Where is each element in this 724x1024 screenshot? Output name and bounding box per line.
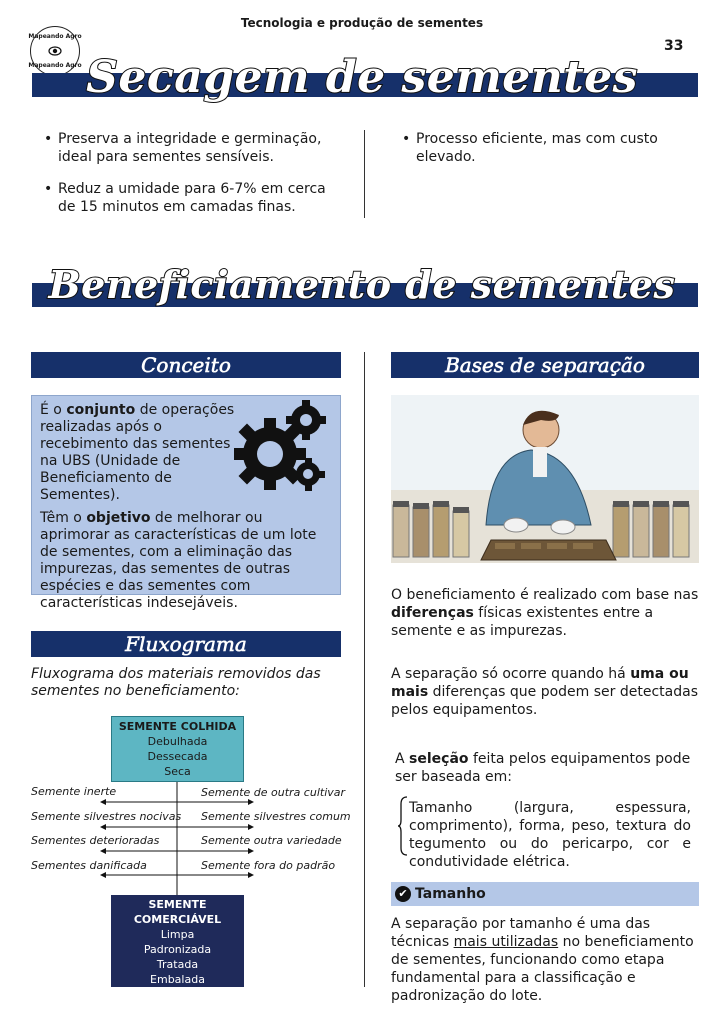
bases-heading: Bases de separação <box>391 352 699 378</box>
flow-label-left: Semente silvestres nocivas <box>31 810 182 823</box>
conceito-paragraph-2: Têm o objetivo de melhorar ou aprimorar as características de um lote de sementes, com a eliminação das impurezas, das sementes de outras espécies e das sementes com características indesejáveis. <box>40 510 317 611</box>
selection-criteria-text: Tamanho (largura, espessura, comprimento), forma, peso, textura do tegumento ou do pericarpo, cor e condutividade elétrica. <box>409 800 691 870</box>
gears-icon <box>230 398 330 496</box>
list-item: • Processo eficiente, mas com custo elevado. <box>396 130 706 166</box>
check-circle-icon: ✔ <box>395 886 411 902</box>
list-item: Dessecada <box>147 750 208 763</box>
list-item: Limpa <box>160 928 195 941</box>
logo-text-top: Mapeando Agro <box>28 33 82 40</box>
tamanho-text: A separação por tamanho é uma das técnicas mais utilizadas no beneficiamento de sementes, funcionando como etapa fundamental para a classificação e padronização do lote. <box>391 916 694 1004</box>
flow-label-right: Semente fora do padrão <box>201 859 336 872</box>
page-number: 33 <box>664 38 684 54</box>
column-divider <box>364 352 365 987</box>
flow-label-right: Semente de outra cultivar <box>201 786 346 799</box>
secagem-title: Secagem de sementes <box>86 52 638 103</box>
seed-sorting-illustration <box>391 395 699 563</box>
flow-label-left: Sementes deterioradas <box>31 834 160 847</box>
list-item: Embalada <box>150 973 205 986</box>
flow-label-left: Semente inerte <box>31 785 117 798</box>
list-item: Padronizada <box>143 943 212 956</box>
secagem-bullets-right <box>396 130 706 180</box>
tamanho-heading: Tamanho <box>415 886 486 902</box>
semente-colhida-title: SEMENTE COLHIDA <box>118 720 237 733</box>
list-item: • Preserva a integridade e germinação, ideal para sementes sensíveis. <box>38 130 343 166</box>
page-header-title: Tecnologia e produção de sementes <box>240 16 484 30</box>
conceito-paragraph-1: É o conjunto de operações realizadas após o recebimento das sementes na UBS (Unidade de Beneficiamento de Sementes). <box>40 402 235 503</box>
logo-text-bottom: Mapeando Agro <box>28 62 82 69</box>
bases-paragraph-1: O beneficiamento é realizado com base nas diferenças físicas existentes entre a semente e as impurezas. <box>391 587 699 639</box>
conceito-heading: Conceito <box>31 352 341 378</box>
secagem-bullets-left <box>38 130 343 230</box>
semente-comerciavel-box <box>111 895 244 1001</box>
curly-brace-icon <box>397 796 409 856</box>
tamanho-heading-bar <box>391 882 699 906</box>
list-item: Analisada <box>150 988 205 1001</box>
bases-paragraph-2: A separação só ocorre quando há uma ou mais diferenças que podem ser detectadas pelos equipamentos. <box>391 666 698 718</box>
column-divider <box>364 130 365 218</box>
flow-label-left: Sementes danificada <box>31 859 147 872</box>
flow-label-right: Semente silvestres comum <box>201 810 351 823</box>
list-item: • Reduz a umidade para 6-7% em cerca de 15 minutos em camadas finas. <box>38 180 343 216</box>
bases-paragraph-3: A seleção feita pelos equipamentos pode ser baseada em: <box>395 751 691 785</box>
list-item: Debulhada <box>147 735 208 748</box>
beneficiamento-title: Beneficiamento de sementes <box>48 262 676 307</box>
fluxograma-caption: Fluxograma dos materiais removidos das sementes no beneficiamento: <box>31 666 321 699</box>
list-item: Tratada <box>156 958 199 971</box>
semente-colhida-box <box>111 716 244 782</box>
semente-comerciavel-title: SEMENTE COMERCIÁVEL <box>133 898 222 926</box>
fluxograma-heading: Fluxograma <box>31 631 341 657</box>
list-item: Seca <box>164 765 191 778</box>
flow-label-right: Semente outra variedade <box>201 834 342 847</box>
